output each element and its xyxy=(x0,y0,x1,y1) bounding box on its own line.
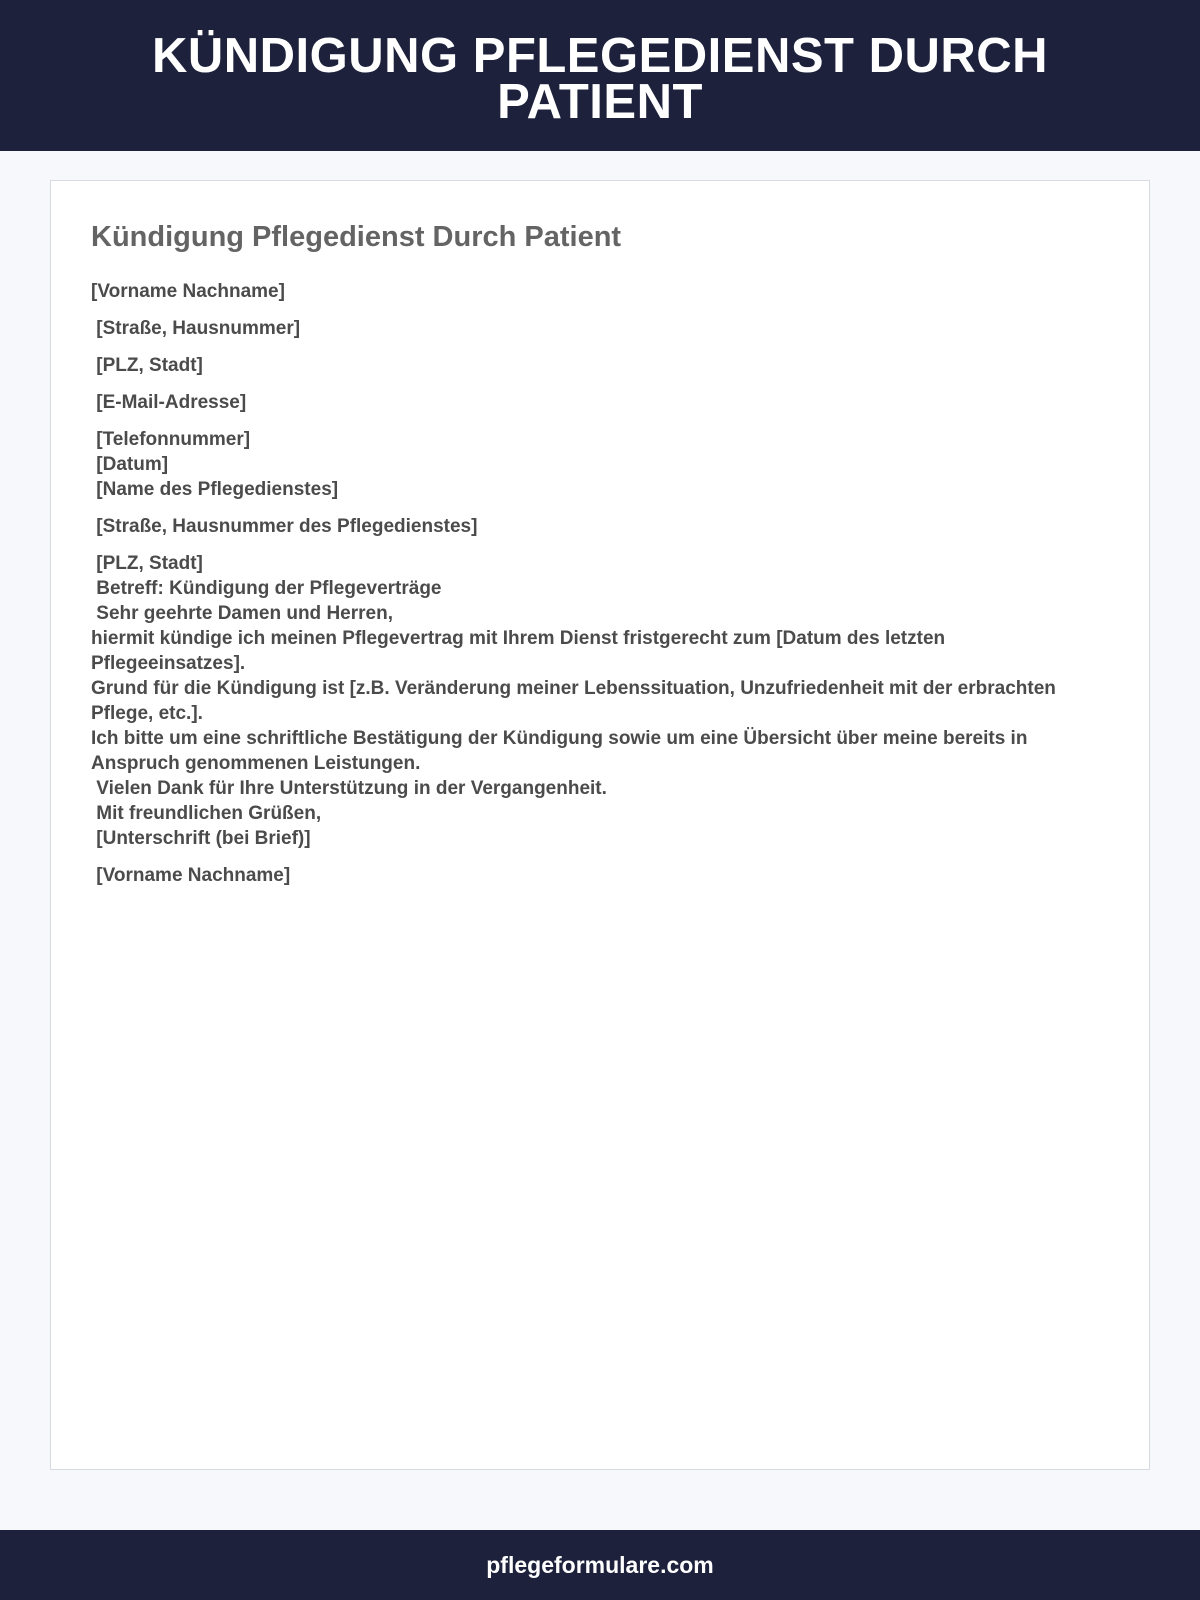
letter-body xyxy=(91,279,1091,888)
letter-line-subject: Betreff: Kündigung der Pflegeverträge xyxy=(91,578,442,599)
page-footer xyxy=(0,1530,1200,1600)
letter-line-sender-street: [Straße, Hausnummer] xyxy=(91,318,301,339)
letter-line-signature: [Unterschrift (bei Brief)] xyxy=(91,828,311,849)
letter-line-date: [Datum] xyxy=(91,454,169,475)
letter-line-signer-name: [Vorname Nachname] xyxy=(91,865,291,886)
letter-line-sender-city: [PLZ, Stadt] xyxy=(91,355,203,376)
letter-line-body-1: hiermit kündige ich meinen Pflegevertrag mit Ihrem Dienst fristgerecht zum [Datum des letzten Pflegeeinsatzes]. xyxy=(91,628,951,674)
letter-line-sender-phone: [Telefonnummer] xyxy=(91,429,251,450)
letter-line-recipient-name: [Name des Pflegedienstes] xyxy=(91,479,339,500)
letter-line-recipient-city: [PLZ, Stadt] xyxy=(91,553,203,574)
letter-line-recipient-street: [Straße, Hausnummer des Pflegedienstes] xyxy=(91,516,478,537)
letter-line-sender-email: [E-Mail-Adresse] xyxy=(91,392,247,413)
letter-line-body-2: Grund für die Kündigung ist [z.B. Veränderung meiner Lebenssituation, Unzufriedenheit mit der erbrachten Pflege, etc.]. xyxy=(91,678,1062,724)
letter-line-thanks: Vielen Dank für Ihre Unterstützung in der Vergangenheit. xyxy=(91,778,607,799)
letter-line-salutation: Sehr geehrte Damen und Herren, xyxy=(91,603,393,624)
header-title: KÜNDIGUNG PFLEGEDIENST DURCH PATIENT xyxy=(151,28,1049,129)
document-title: Kündigung Pflegedienst Durch Patient xyxy=(91,221,622,253)
letter-document xyxy=(50,180,1150,1470)
footer-site-name: pflegeformulare.com xyxy=(486,1551,714,1578)
letter-line-sender-name: [Vorname Nachname] xyxy=(91,281,285,302)
letter-line-body-3: Ich bitte um eine schriftliche Bestätigung der Kündigung sowie um eine Übersicht über meine bereits in Anspruch genommenen Leistungen. xyxy=(91,728,1033,774)
page-header xyxy=(0,0,1200,151)
letter-line-closing: Mit freundlichen Grüßen, xyxy=(91,803,322,824)
